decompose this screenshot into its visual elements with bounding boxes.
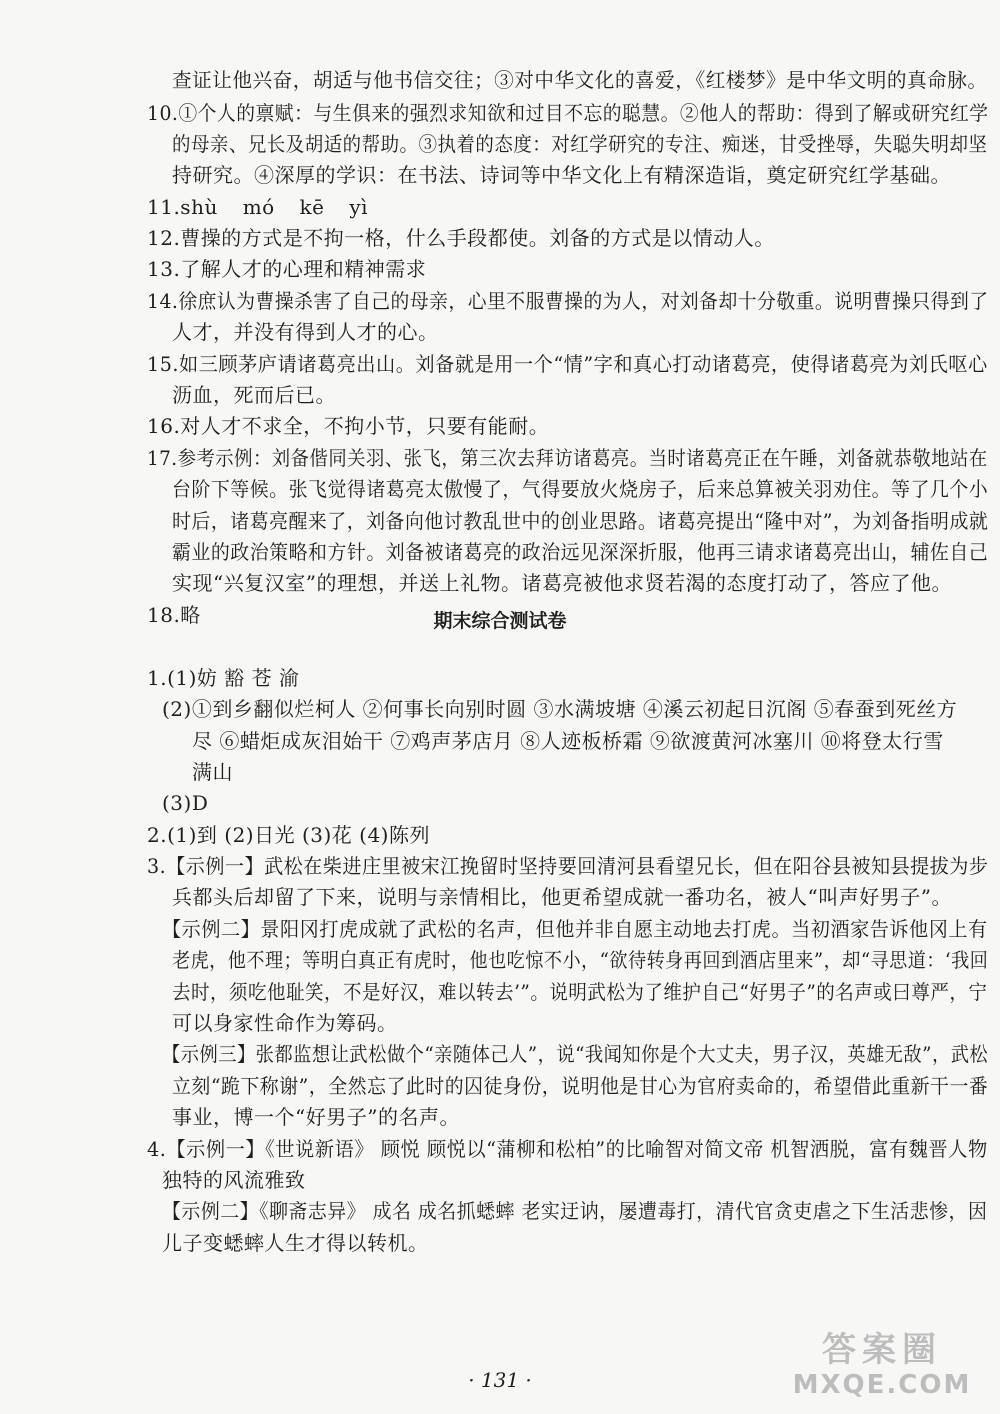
text-line: 满山	[192, 760, 233, 784]
text-line: 【示例二】景阳冈打虎成就了武松的名声，但他并非自愿主动地去打虎。当初酒家告诉他冈上有	[162, 917, 988, 941]
answer-18: 18.略	[147, 603, 201, 627]
answer-16: 16.对人才不求全，不拘小节，只要有能耐。	[147, 414, 550, 438]
text-line: 时后，诸葛亮醒来了，刘备向他讨教乱世中的创业思路。诸葛亮提出“隆中对”，为刘备指明成就	[172, 509, 989, 533]
answer-4: 4.【示例一】《世说新语》 顾悦 顾悦以“蒲柳和松柏”的比喻智对简文帝 机智洒脱，富有魏晋人物	[147, 1137, 988, 1161]
answer-10: 10.①个人的禀赋：与生俱来的强烈求知欲和过目不忘的聪慧。②他人的帮助：得到了解或研究红学	[147, 101, 989, 125]
text-line: (3)D	[162, 791, 209, 815]
answer-13: 13.了解人才的心理和精神需求	[147, 257, 427, 281]
text-line: (2)①到乡翻似烂柯人 ②何事长向别时圆 ③水满坡塘 ④溪云初起日沉阁 ⑤春蚕到死丝方	[162, 697, 958, 721]
text-line: 老虎，他不理；等明白真正有虎时，他也吃惊不小，“欲待转身再回到酒店里来”，却“寻思道：‘我回	[172, 948, 989, 972]
text-line: 的母亲、兄长及胡适的帮助。③执着的态度：对红学研究的专注、痴迷，甘受挫辱，失聪失明却坚	[172, 132, 988, 156]
text-line: 尽 ⑥蜡炬成灰泪始干 ⑦鸡声茅店月 ⑧人迹板桥霜 ⑨欲渡黄河冰塞川 ⑩将登太行雪	[192, 729, 944, 753]
page-number: · 131 ·	[468, 1368, 532, 1392]
text-line: 可以身家性命作为筹码。	[172, 1011, 398, 1035]
text-line: 人才，并没有得到人才的心。	[172, 320, 439, 344]
watermark-logo	[772, 1330, 992, 1406]
answer-2: 2.(1)到 (2)日光 (3)花 (4)陈列	[147, 823, 430, 847]
answer-17: 17.参考示例：刘备偕同关羽、张飞，第三次去拜访诸葛亮。当时诸葛亮正在午睡，刘备就恭敬地站在	[147, 446, 988, 470]
answer-1: 1.(1)妨 豁 苍 渝	[147, 666, 300, 690]
watermark-url: MXQE.COM	[792, 1370, 972, 1400]
text-line: 兵都头后却留了下来，说明与亲情相比，他更希望成就一番功名，被人“叫声好男子”。	[172, 885, 952, 909]
text-line: 去时，须吃他耻笑，不是好汉，难以转去’”。说明武松为了维护自己“好男子”的名声或曰尊严，宁	[172, 980, 988, 1004]
text-line: 查证让他兴奋，胡适与他书信交往；③对中华文化的喜爱，《红楼梦》是中华文明的真命脉。	[172, 68, 988, 92]
answer-3: 3.【示例一】武松在柴进庄里被宋江挽留时坚持要回清河县看望兄长，但在阳谷县被知县提拔为步	[147, 854, 989, 878]
text-line: 【示例三】张都监想让武松做个“亲随体己人”，说“我闻知你是个大丈夫，男子汉，英雄无敌”，武松	[162, 1042, 989, 1066]
answer-15: 15.如三顾茅庐请诸葛亮出山。刘备就是用一个“情”字和真心打动诸葛亮，使得诸葛亮为刘氏呕心	[147, 352, 988, 376]
text-line: 实现“兴复汉室”的理想，并送上礼物。诸葛亮被他求贤若渴的态度打动了，答应了他。	[172, 571, 952, 595]
text-line: 霸业的政治策略和方针。刘备被诸葛亮的政治远见深深折服，他再三请求诸葛亮出山，辅佐自己	[172, 540, 989, 564]
section-title: 期末综合测试卷	[433, 610, 567, 632]
text-line: 儿子变蟋蟀人生才得以转机。	[162, 1231, 429, 1255]
text-line: 独特的风流雅致	[162, 1168, 306, 1192]
text-line: 台阶下等候。张飞觉得诸葛亮太傲慢了，气得要放火烧房子，后来总算被关羽劝住。等了几个小	[172, 477, 989, 501]
answer-14: 14.徐庶认为曹操杀害了自己的母亲，心里不服曹操的为人，对刘备却十分敬重。说明曹操只得到了	[147, 289, 989, 313]
text-line: 立刻“跪下称谢”，全然忘了此时的囚徒身份，说明他是甘心为官府卖命的，希望借此重新干一番	[172, 1074, 989, 1098]
text-line: 事业，博一个“好男子”的名声。	[172, 1105, 460, 1129]
answer-12: 12.曹操的方式是不拘一格，什么手段都使。刘备的方式是以情动人。	[147, 226, 775, 250]
text-line: 【示例二】《聊斋志异》 成名 成名抓蟋蟀 老实迂讷，屡遭毒打，清代官贪吏虐之下生活悲惨，因	[162, 1199, 988, 1223]
text-line: 沥血，死而后已。	[172, 383, 336, 407]
watermark-text: 答案圈	[822, 1330, 942, 1370]
text-line: 持研究。④深厚的学识：在书法、诗词等中华文化上有精深造诣，奠定研究红学基础。	[172, 163, 951, 187]
answer-11: 11.shù mó kē yì	[147, 195, 369, 219]
